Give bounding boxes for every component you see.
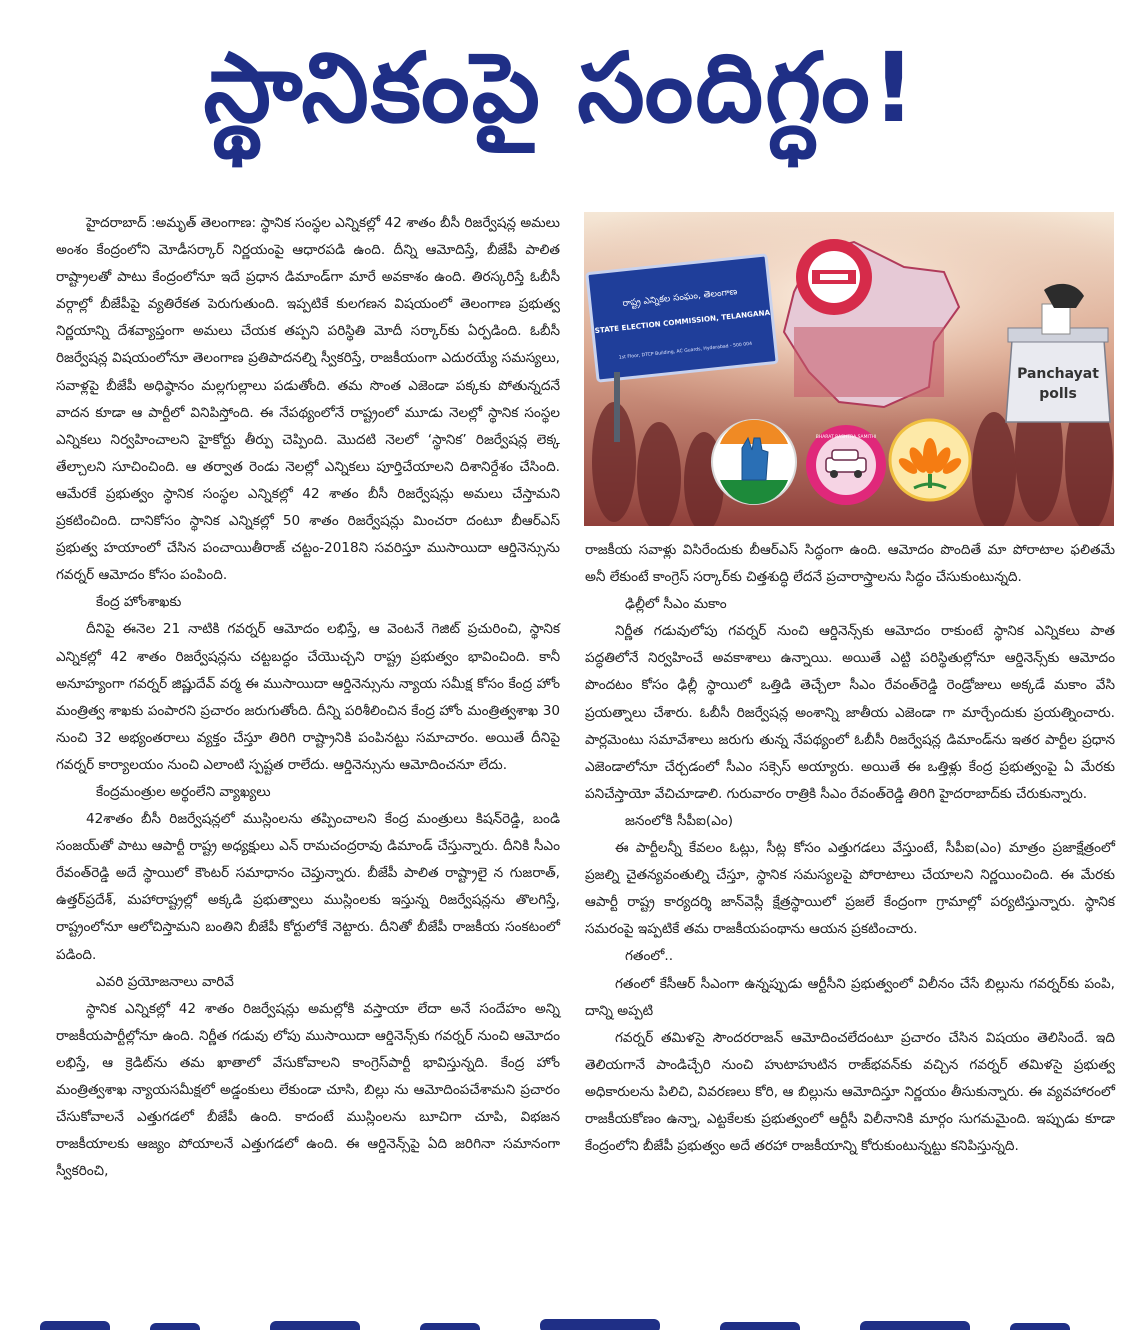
sign-line3: 1st Floor, DTCP Building, AC Guards, Hyderabad - 500 004 [618,341,753,361]
article-paragraph: 42శాతం బీసీ రిజర్వేషన్లలో ముస్లింలను తప్పించాలని కేంద్ర మంత్రులు కిషన్‌రెడ్డి, బండి సంజయ్‌తో పాటు ఆపార్టీ రాష్ట్ర అధ్యక్షులు ఎన్ రామచంద్రరావు డిమాండ్ చేస్తున్నారు. దీనికి సీఎం రేవంత్‌రెడ్డి అదే స్థాయిలో కౌంటర్ సమాధానం చెప్తున్నారు. బీజేపీ పాలిత రాష్ట్రాలై న గుజరాత్, ఉత్తర్‌ప్రదేశ్, మహారాష్ట్రల్లో అక్కడి ప్రభుత్వాలు ముస్లింలకు ఇస్తున్న రిజర్వేషన్లను తొలగిస్తే, రాష్ట్రంలోనూ ఆలోచిస్తామని బంతిని బీజేపీ కోర్టులోకే నెట్టారు. దీనితో బీజేపీ రాజకీయ సంకటంలో పడింది. [56,811,560,963]
section-subheading: ఢిల్లీలో సీఎం మకాం [625,596,727,613]
article-paragraph: నిర్ణీత గడువులోపు గవర్నర్ నుంచి ఆర్డినెన్స్‌కు ఆమోదం రాకుంటే స్థానిక ఎన్నికలు పాత పద్ధతిలోనే నిర్వహించే అవకాశాలు ఉన్నాయి. అయితే ఎట్టి పరిస్థితుల్లోనూ ఆర్డినెన్స్‌కు ఆమోదం పొందటం కోసం ఢిల్లీ స్థాయిలో ఒత్తిడి తెచ్చేలా సీఎం రేవంత్‌రెడ్డి రెండ్రోజులు అక్కడే మకాం వేసి ప్రయత్నాలు చేశారు. ఓబీసీ రిజర్వేషన్ల అంశాన్ని జాతీయ ఎజెండా గా మార్చేందుకు ప్రయత్నించారు. పార్లమెంటు సమావేశాలు జరుగు తున్న నేపథ్యంలో ఓబీసీ రిజర్వేషన్ల డిమాండ్‌ను ఇతర పార్టీల ప్రధాన ఎజెండాలోనూ చేర్చడంలో సీఎం సక్సెస్ అయ్యారు. అయితే ఈ ఒత్తిళ్లు కేంద్ర ప్రభుత్వంపై ఏ మేరకు పనిచేస్తాయో వేచిచూడాలి. గురువారం రాత్రికి సీఎం రేవంత్‌రెడ్డి తిరిగి హైదరాబాద్‌కు చేరుకున్నారు. [585,623,1115,802]
sign-line2: STATE ELECTION COMMISSION, TELANGANA [594,307,771,336]
article-right-column [585,537,1115,1160]
box-line1: Panchayat [1017,366,1099,382]
article-paragraph: గతంలో కేసీఆర్ సీఎంగా ఉన్నప్పుడు ఆర్టీసీని ప్రభుత్వంలో విలీనం చేసే బిల్లును గవర్నర్‌కు పంపి, దాన్ని అప్పటి [585,975,1115,1019]
brs-car-symbol-icon [806,425,886,505]
article-paragraph: రాజకీయ సవాళ్లు విసిరేందుకు బీఆర్ఎస్ సిద్ధంగా ఉంది. ఆమోదం పొందితే మా పోరాటాల ఫలితమే అనీ లేకుంటే కాంగ్రెస్ సర్కార్‌కు చిత్తశుద్ధి లేదనే ప్రచారాస్త్రాలను సిద్ధం చేసుకుంటున్నది. [585,542,1115,586]
article-paragraph: హైదరాబాద్ :అమృత్ తెలంగాణ: స్థానిక సంస్థల ఎన్నికల్లో 42 శాతం బీసీ రిజర్వేషన్ల అమలు అంశం కేంద్రంలోని మోడీసర్కార్ నిర్ణయంపై ఆధారపడి ఉంది. దీన్ని ఆమోదిస్తే, బీజేపీ పాలిత రాష్ట్రాలతో పాటు కేంద్రంలోనూ ఇదే ప్రధాన డిమాండ్‌గా మారే అవకాశం ఉంది. తిరస్కరిస్తే ఓబీసీ వర్గాల్లో బీజేపీపై వ్యతిరేకత పెరుగుతుంది. ఇప్పటికే కులగణన విషయంలో తెలంగాణ ప్రభుత్వ నిర్ణయాన్ని దేశవ్యాప్తంగా అమలు చేయక తప్పని పరిస్థితి మోదీ సర్కార్‌కు ఏర్పడింది. ఓబీసీ రిజర్వేషన్ల విషయంలోనూ తెలంగాణ ప్రతిపాదనల్ని స్వీకరిస్తే, రాజకీయంగా ఎదురయ్యే సమస్యలు, సవాళ్లపై బీజేపీ అధిష్ఠానం మల్లగుల్లాలు పడుతోంది. తమ సొంత ఎజెండా పక్కకు పోతున్నదనే వాదన కూడా ఆ పార్టీలో వినిపిస్తోంది. ఈ నేపథ్యంలోనే రాష్ట్రంలో మూడు నెలల్లో స్థానిక సంస్థల ఎన్నికలు నిర్వహించాలని హైకోర్టు తీర్పు చెప్పింది. మొదటి నెలలో ‘స్థానిక’ రిజర్వేషన్ల లెక్క తేల్చాలని సూచించింది. ఆ తర్వాత రెండు నెలల్లో ఎన్నికలు పూర్తిచేయాలని దిశానిర్దేశం చేసింది. ఆమేరకే ప్రభుత్వం స్థానిక సంస్థల ఎన్నికల్లో 42 శాతం బీసీ రిజర్వేషన్లు అమలు చేస్తామని ప్రకటించింది. దానికోసం స్థానిక ఎన్నికల్లో 50 శాతం రిజర్వేషన్లు మించరా దంటూ బీఆర్ఎస్ ప్రభుత్వ హయాంలో చేసిన పంచాయితీరాజ్ చట్టం-2018ని సవరిస్తూ ముసాయిదా ఆర్డినెన్సును గవర్నర్ ఆమోదం కోసం పంపింది. [56,215,560,584]
section-subheading: ఎవరి ప్రయోజనాలు వారివే [96,973,234,990]
next-headline-strip [0,1316,1121,1330]
election-commission-emblem [796,239,872,315]
bjp-lotus-symbol-icon [890,420,970,500]
article-paragraph: ఈ పార్టీలన్నీ కేవలం ఓట్లు, సీట్ల కోసం ఎత్తుగడలు వేస్తుంటే, సీపీఐ(ఎం) మాత్రం ప్రజాక్షేత్రంలో ప్రజల్ని చైతన్యవంతుల్ని చేస్తూ, స్థానిక సమస్యలపై పోరాటాలు చేయాలని నిర్ణయించింది. ఈ మేరకు ఆపార్టీ రాష్ట్ర కార్యదర్శి జాన్‌వెస్లీ క్షేత్రస్థాయిలో ప్రజలే కేంద్రంగా గ్రామాల్లో పర్యటిస్తున్నారు. స్థానిక సమరంపై ఇప్పటికే తమ రాజకీయపంథాను ఆయన ప్రకటించారు. [585,840,1115,938]
election-collage-illustration [584,212,1114,526]
section-subheading: గతంలో.. [625,948,674,965]
article-left-column [56,210,560,1185]
headline-title: స్థానికంపై సందిగ్ధం! [203,32,918,144]
section-subheading: జనంలోకి సీపీఐ(ఎం) [625,812,734,829]
congress-hand-symbol-icon [712,420,796,504]
brs-badge-text: BHARAT RASHTRA SAMITHI [815,435,877,440]
headline-banner [0,0,1121,200]
article-photo [584,212,1114,526]
article-paragraph: గవర్నర్ తమిళసై సౌందరరాజన్ ఆమోదించలేదంటూ ప్రచారం చేసిన విషయం తెలిసిందే. ఇది తెలియగానే పాండిచ్చేరి నుంచి హుటాహుటిన రాజ్‌భవన్‌కు వచ్చిన గవర్నర్ తమిళసై ప్రభుత్వ అధికారులను పిలిచి, వివరణలు కోరి, ఆ బిల్లును ఆమోదిస్తూ నిర్ణయం తీసుకున్నారు. ఈ వ్యవహారంలో రాజకీయకోణం ఉన్నా, ఎట్టకేలకు ప్రభుత్వంలో ఆర్టీసీ విలీనానికి మార్గం సుగమమైంది. ఇప్పుడు కూడా కేంద్రంలోని బీజేపీ ప్రభుత్వం అదే తరహా రాజకీయాన్ని కోరుకుంటున్నట్టు కనిపిస్తున్నది. [585,1029,1115,1155]
section-subheading: కేంద్రమంత్రుల అర్థంలేని వ్యాఖ్యలు [96,783,271,800]
article-paragraph: స్థానిక ఎన్నికల్లో 42 శాతం రిజర్వేషన్లు అమల్లోకి వస్తాయా లేదా అనే సందేహం అన్ని రాజకీయపార్టీల్లోనూ ఉంది. నిర్ణీత గడువు లోపు ముసాయిదా ఆర్డినెన్స్‌కు గవర్నర్ నుంచి ఆమోదం లభిస్తే, ఆ క్రెడిట్‌ను తమ ఖాతాలో వేసుకోవాలని కాంగ్రెస్‌పార్టీ భావిస్తున్నది. కేంద్ర హోం మంత్రిత్వశాఖ న్యాయసమీక్షలో అడ్డంకులు లేకుండా చూసి, బిల్లు ను ఆమోదింపచేశామని ప్రచారం చేసుకోవాలనే ఎత్తుగడలో బీజేపీ ఉంది. కాదంటే ముస్లింలను బూచిగా చూపి, విభజన రాజకీయాలకు ఆజ్యం పోయాలనే ఎత్తుగడలో ఉంది. ఈ ఆర్డినెన్స్‌పై ఏది జరిగినా సమానంగా స్వీకరించి, [56,1000,560,1180]
box-line2: polls [1039,386,1077,402]
sign-line1: రాష్ట్ర ఎన్నికల సంఘం, తెలంగాణ [622,287,738,310]
section-subheading: కేంద్ర హోంశాఖకు [96,594,182,611]
article-paragraph: దీనిపై ఈనెల 21 నాటికి గవర్నర్ ఆమోదం లభిస్తే, ఆ వెంటనే గెజిట్ ప్రచురించి, స్థానిక ఎన్నికల్లో 42 శాతం రిజర్వేషన్లను చట్టబద్ధం చేయొచ్చని రాష్ట్ర ప్రభుత్వం భావించింది. కానీ అనూహ్యంగా గవర్నర్ జిష్ణుదేవ్ వర్మ ఈ ముసాయిదా ఆర్డినెన్సును న్యాయ సమీక్ష కోసం కేంద్ర హోం మంత్రిత్వ శాఖకు పంపారని ప్రచారం జరుగుతోంది. దీన్ని పరిశీలించిన కేంద్ర హోం మంత్రిత్వశాఖ 30 నుంచి 32 అభ్యంతరాలు వ్యక్తం చేస్తూ తిరిగి రాష్ట్రానికి పంపినట్టు సమాచారం. అయితే దీనిపై గవర్నర్ కార్యాలయం నుంచి ఎలాంటి స్పష్టత రాలేదు. ఆర్డినెన్సును ఆమోదించనూ లేదు. [56,621,560,773]
